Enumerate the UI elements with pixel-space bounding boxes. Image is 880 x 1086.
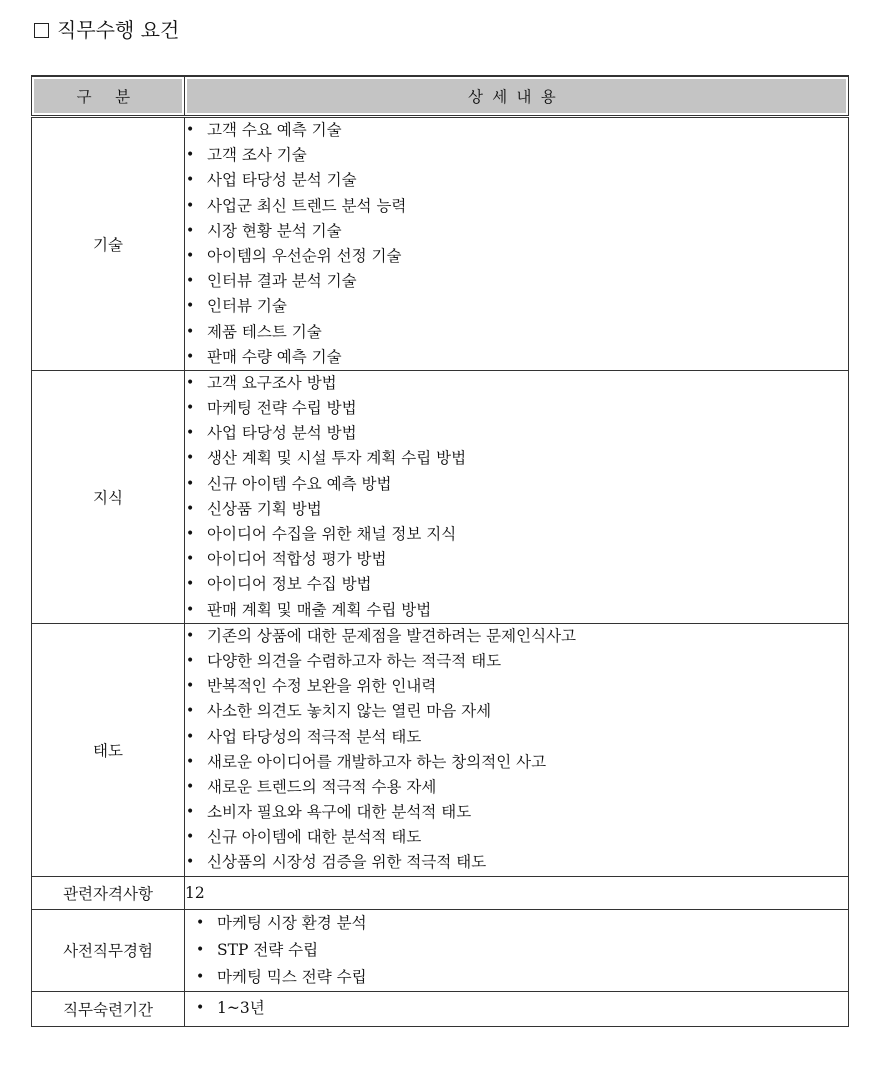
experience-list [195, 910, 848, 991]
list-item: • 신규 아이템 수요 예측 방법 [185, 472, 848, 497]
category-skills: 기술 [32, 117, 185, 371]
row-experience [32, 909, 849, 991]
list-item: • 판매 수량 예측 기술 [185, 345, 848, 370]
qualification-value: 12 [185, 876, 849, 909]
table-header-row [32, 76, 849, 117]
detail-skills [185, 117, 849, 371]
list-item: • 신상품의 시장성 검증을 위한 적극적 태도 [185, 850, 848, 875]
list-item: • 소비자 필요와 욕구에 대한 분석적 태도 [185, 800, 848, 825]
category-qualification: 관련자격사항 [32, 876, 185, 909]
category-training-period: 직무숙련기간 [32, 991, 185, 1026]
list-item: • 새로운 트렌드의 적극적 수용 자세 [185, 775, 848, 800]
detail-training-period [185, 991, 849, 1026]
list-item: • 고객 요구조사 방법 [185, 371, 848, 396]
header-detail: 상세내용 [185, 76, 849, 117]
list-item: • 고객 조사 기술 [185, 143, 848, 168]
list-item: • 아이템의 우선순위 선정 기술 [185, 244, 848, 269]
list-item: • 판매 계획 및 매출 계획 수립 방법 [185, 598, 848, 623]
list-item: • 사업 타당성 분석 기술 [185, 168, 848, 193]
header-category: 구 분 [32, 76, 185, 117]
list-item: • 다양한 의견을 수렴하고자 하는 적극적 태도 [185, 649, 848, 674]
detail-knowledge [185, 370, 849, 623]
list-item: • 사업 타당성 분석 방법 [185, 421, 848, 446]
list-item: • 사업 타당성의 적극적 분석 태도 [185, 725, 848, 750]
category-knowledge: 지식 [32, 370, 185, 623]
list-item: • 고객 수요 예측 기술 [185, 118, 848, 143]
section-heading [34, 16, 179, 44]
row-skills [32, 117, 849, 371]
category-experience: 사전직무경험 [32, 909, 185, 991]
skills-list [185, 118, 848, 370]
list-item: • 사업군 최신 트렌드 분석 능력 [185, 194, 848, 219]
detail-attitude [185, 623, 849, 876]
list-item: • 제품 테스트 기술 [185, 320, 848, 345]
training-period-list [195, 995, 848, 1022]
list-item: • 기존의 상품에 대한 문제점을 발견하려는 문제인식사고 [185, 624, 848, 649]
list-item: • 새로운 아이디어를 개발하고자 하는 창의적인 사고 [185, 750, 848, 775]
row-knowledge [32, 370, 849, 623]
attitude-list [185, 624, 848, 876]
section-title: 직무수행 요건 [57, 18, 180, 42]
list-item: • 1~3년 [195, 995, 848, 1022]
row-attitude [32, 623, 849, 876]
list-item: • 신상품 기획 방법 [185, 497, 848, 522]
list-item: • 생산 계획 및 시설 투자 계획 수립 방법 [185, 446, 848, 471]
checkbox-icon [34, 23, 49, 38]
list-item: • 반복적인 수정 보완을 위한 인내력 [185, 674, 848, 699]
list-item: • 아이디어 수집을 위한 채널 정보 지식 [185, 522, 848, 547]
list-item: • 마케팅 전략 수립 방법 [185, 396, 848, 421]
list-item: • 인터뷰 기술 [185, 294, 848, 319]
list-item: • 아이디어 적합성 평가 방법 [185, 547, 848, 572]
list-item: • 시장 현황 분석 기술 [185, 219, 848, 244]
list-item: • STP 전략 수립 [195, 937, 848, 964]
list-item: • 아이디어 정보 수집 방법 [185, 572, 848, 597]
list-item: • 인터뷰 결과 분석 기술 [185, 269, 848, 294]
detail-experience [185, 909, 849, 991]
row-training-period [32, 991, 849, 1026]
list-item: • 마케팅 믹스 전략 수립 [195, 964, 848, 991]
job-requirements-table [31, 75, 849, 1027]
row-qualification [32, 876, 849, 909]
list-item: • 사소한 의견도 놓치지 않는 열린 마음 자세 [185, 699, 848, 724]
knowledge-list [185, 371, 848, 623]
list-item: • 마케팅 시장 환경 분석 [195, 910, 848, 937]
list-item: • 신규 아이템에 대한 분석적 태도 [185, 825, 848, 850]
category-attitude: 태도 [32, 623, 185, 876]
